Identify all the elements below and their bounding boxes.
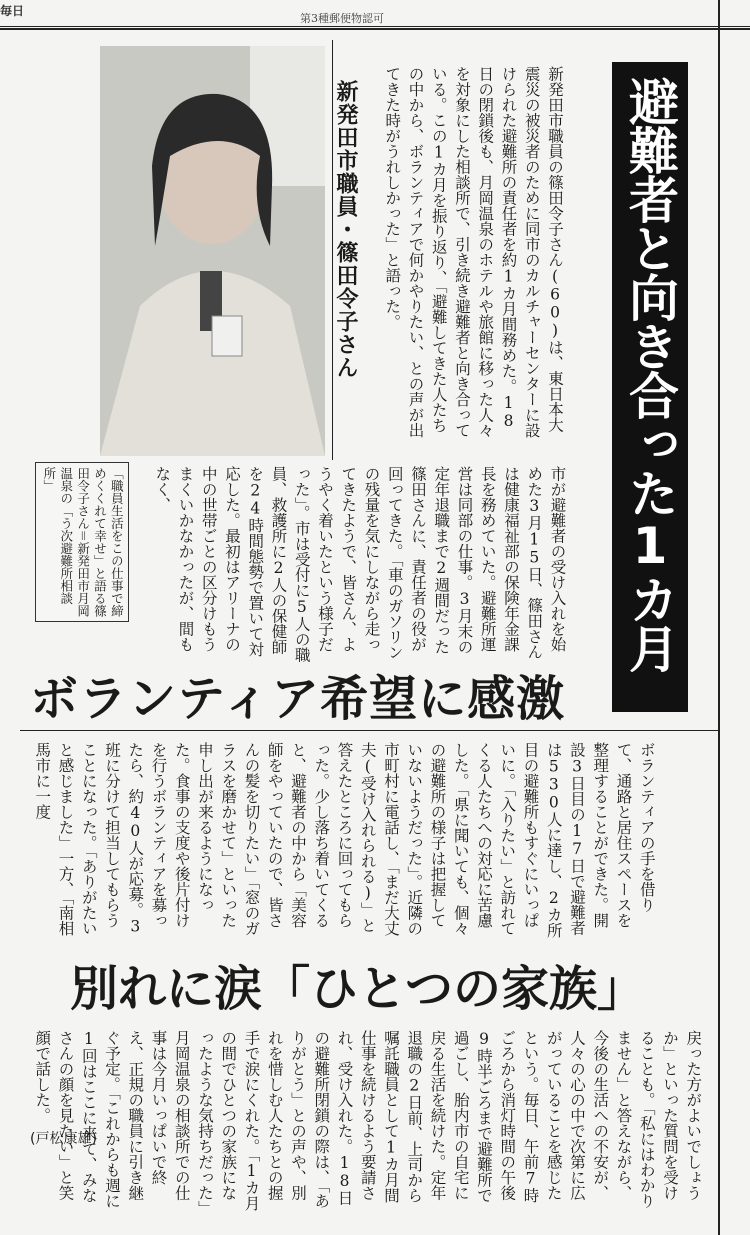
postal-permit-text: 第3種郵便物認可 xyxy=(300,12,384,25)
top-rule-thick xyxy=(0,28,750,30)
right-border xyxy=(718,0,720,1235)
subheading-farewell: 別れに涙「ひとつの家族」 xyxy=(70,961,646,1017)
byline: (戸松康雄) xyxy=(30,1131,97,1147)
article-paragraph-lead: 新発田市職員の篠田令子さん(60)は、東日本大震災の被災者のために同市のカルチャーセンターに設けられた避難所の責任者を約1カ月間務めた。18日の閉鎖後も、月岡温泉のホテルや旅館に移った人々を対象にした相談所で、引き続き避難者と向き合っている。この1カ月を振り返り、「避難してきた人たちの中から、ボランティアで何かやりたい、との声が出てきた時がうれしかった」と語った。 xyxy=(383,66,564,438)
article-paragraph-3: ボランティアの手を借りて、通路と居住スペースを整理することができた。開設3日目の17日で避難者は530人に達し、2カ所目の避難所もすぐにいっぱいに。「入りたい」と訪れてくる人たちへの対応に苦慮した。「県に聞いても、個々の避難所の様子は把握していないようだった」。近隣の市町村に電話し、「まだ大丈夫(受け入れられる)」と答えたところに回ってもらった。少し落ち着いてくると、避難者の中から「美容師をやっていたので、皆さんの髪を切りたい」「窓のガラスを磨かせて」といった申し出が来るようになった。食事の支度や後片付けを行うボランティアを募ったら、約40人が応募。3班に分けて担当してもらうことになった。「ありがたいと感じました」一方、「南相馬市に一度 xyxy=(33,742,656,938)
headline-box xyxy=(612,62,688,712)
headline: 避難者と向き合った1カ月 xyxy=(621,76,679,672)
portrait-illustration xyxy=(100,46,325,456)
column-rule xyxy=(332,40,333,460)
subheading-volunteer: ボランティア希望に感激 xyxy=(30,671,566,727)
masthead-mark: 毎日 xyxy=(0,4,25,18)
section-rule xyxy=(20,730,720,731)
article-paragraph-4: 戻った方がよいでしょうか」といった質問を受けることも。「私にはわかりません」と答えながら、今後の生活への不安が、人々の心の中で次第に広がっていることを感じたという。毎日、午前7時ごろから消灯時間の午後9時半ごろまで避難所で過ごし、胎内市の自宅に戻る生活を続けた。定年退職の2日前、上司から嘱託職員として1カ月間仕事を続けるよう要請され、受け入れた。18日の避難所閉鎖の際は、「ありがとう」との声や、別れを惜しむ人たちとの握手で涙にくれた。「1カ月の間でひとつの家族になったような気持ちだった」月岡温泉の相談所での仕事は今月いっぱいで終え、正規の職員に引き継ぐ予定。「これからも週に1回はここに来て、みなさんの顔を見たい」と笑顔で話した。 xyxy=(33,1030,703,1211)
top-rule xyxy=(0,26,750,27)
portrait-photo xyxy=(100,46,325,456)
article-paragraph-2: 市が避難者の受け入れを始めた3月15日、篠田さんは健康福祉部の保険年金課長を務めていた。避難所運営は同部の仕事。3月末の定年退職まで2週間だった篠田さんに、責任者の役が回ってきた。「車のガソリンの残量を気にしながら走ってきたようで、皆さん、ようやく着いたという様子だった」。市は受付に5人の職員、救護所に2人の保健師を24時間態勢で置いて対応した。最初はアリーナの中の世帯ごとの区分けもうまくいかなかったが、間もなく、 xyxy=(153,466,567,663)
photo-name-caption: 新発田市職員・篠田令子さん xyxy=(333,80,358,379)
photo-caption: 「職員生活をこの仕事で締めくくれて幸せ」と語る篠田令子さん＝新発田市月岡温泉の「う次避難所相談所」 xyxy=(35,462,129,622)
